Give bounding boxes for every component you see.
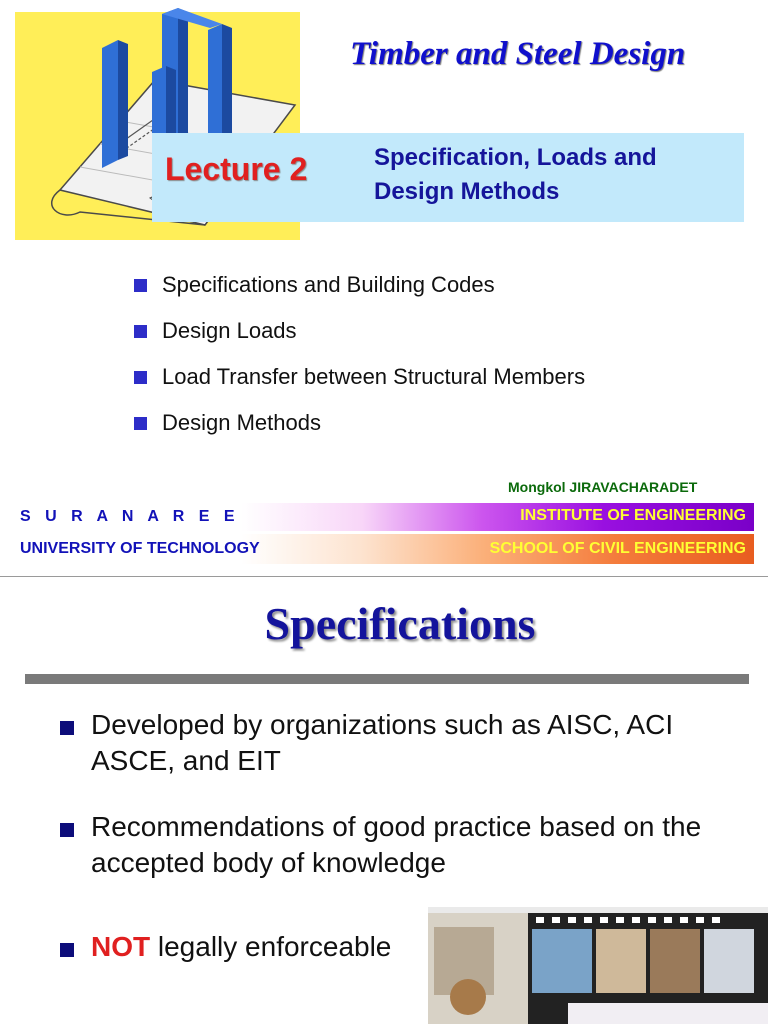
school-name: SCHOOL OF CIVIL ENGINEERING xyxy=(489,540,746,557)
university-name: S U R A N A R E E xyxy=(20,508,240,525)
list-item: NOT legally enforceable xyxy=(60,929,431,965)
university-subtitle: UNIVERSITY OF TECHNOLOGY xyxy=(20,540,260,557)
list-item: Design Methods xyxy=(134,406,585,452)
bullet-square-icon xyxy=(134,325,147,338)
list-item: Developed by organizations such as AISC, ACI ASCE, and EIT xyxy=(60,707,751,779)
list-item: Specifications and Building Codes xyxy=(134,268,585,314)
film-strip-collage xyxy=(428,907,768,1024)
bullet-square-icon xyxy=(60,943,74,957)
slide-title-specifications: Specifications xyxy=(264,598,536,649)
title-divider xyxy=(25,674,749,684)
list-item: Recommendations of good practice based on the accepted body of knowledge xyxy=(60,809,751,881)
bullet-square-icon xyxy=(60,721,74,735)
lecture-topic: Specification, Loads and Design Methods xyxy=(374,144,657,205)
bullet-square-icon xyxy=(60,823,74,837)
footer-bar-bottom xyxy=(0,534,754,564)
lecture-number: Lecture 2 xyxy=(165,151,308,187)
list-item: Load Transfer between Structural Members xyxy=(134,360,585,406)
bullet-square-icon xyxy=(134,371,147,384)
footer-bar-top xyxy=(0,503,754,531)
slide-specifications xyxy=(0,576,768,1024)
institute-name: INSTITUTE OF ENGINEERING xyxy=(520,507,746,524)
list-item: Design Loads xyxy=(134,314,585,360)
bullet-square-icon xyxy=(134,417,147,430)
emphasis-not: NOT xyxy=(91,931,151,962)
topic-list xyxy=(134,268,585,452)
bullet-square-icon xyxy=(134,279,147,292)
author-name: Mongkol JIRAVACHARADET xyxy=(508,479,698,495)
course-title: Timber and Steel Design xyxy=(350,36,686,72)
